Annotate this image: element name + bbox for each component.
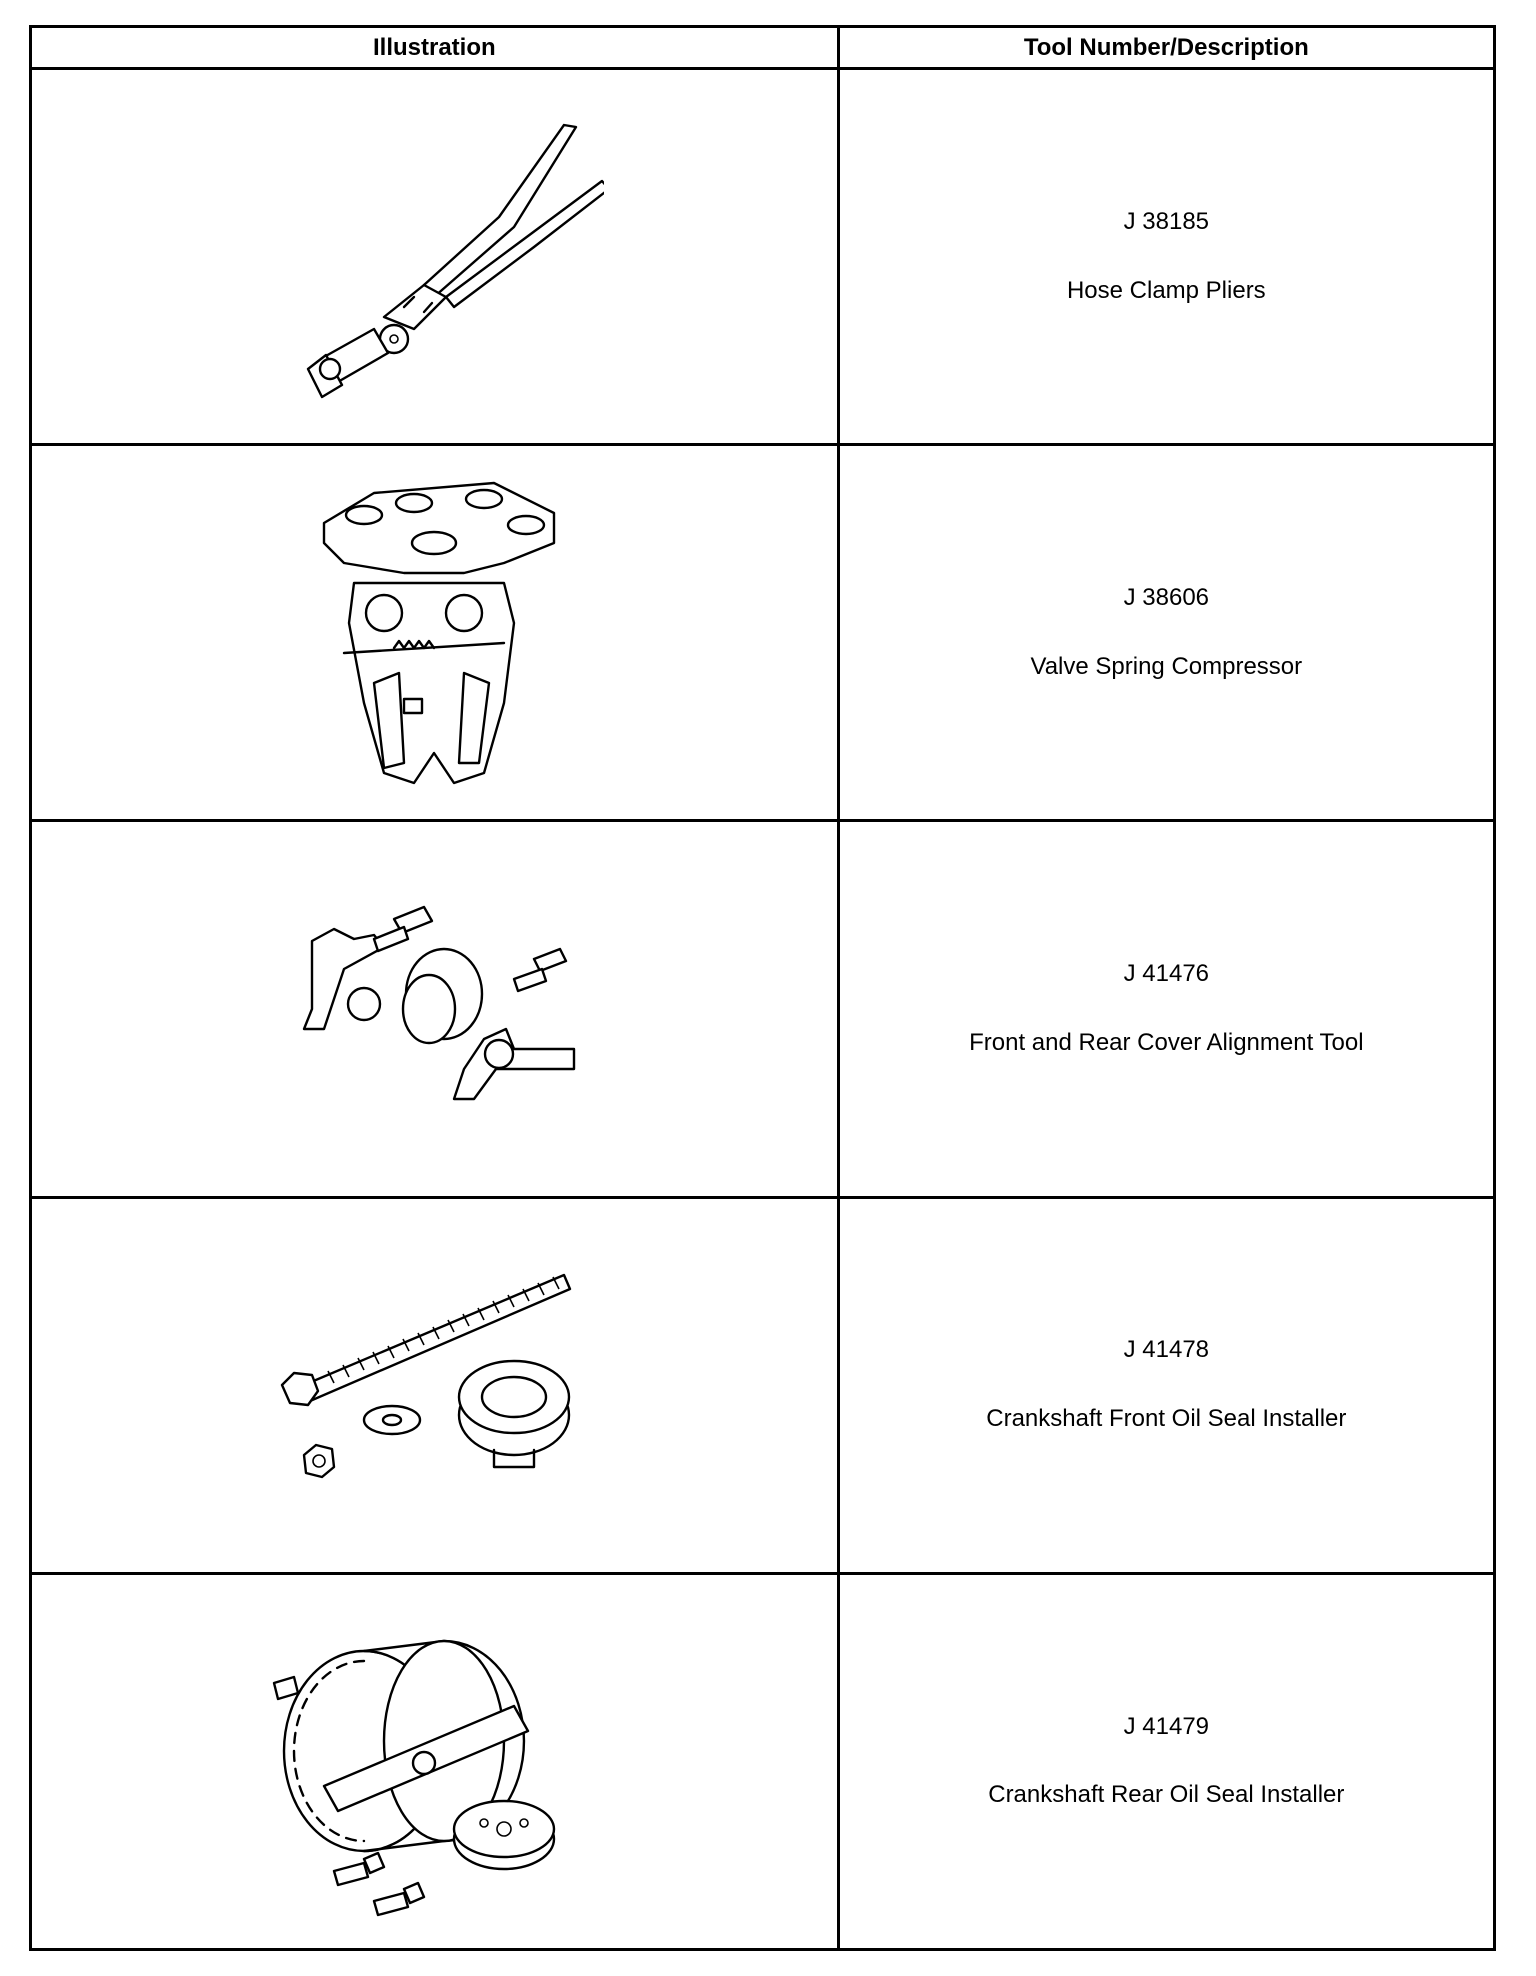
tool-number: J 41479 (1123, 1712, 1210, 1740)
illustration-cell (31, 445, 839, 821)
description-cell (838, 69, 1494, 445)
rear-oil-seal-installer-icon (264, 1601, 604, 1921)
special-tools-table (29, 25, 1496, 1951)
tool-name: Front and Rear Cover Alignment Tool (969, 1028, 1364, 1056)
tool-name: Valve Spring Compressor (1030, 652, 1303, 680)
table-row (31, 69, 1495, 445)
illustration-cell (31, 1197, 839, 1573)
illustration-cell (31, 69, 839, 445)
tool-number: J 38606 (1123, 583, 1210, 611)
hose-clamp-pliers-icon (264, 107, 604, 407)
description-cell (838, 821, 1494, 1197)
description-cell (838, 445, 1494, 821)
header-row (31, 27, 1495, 69)
illustration-cell (31, 1573, 839, 1949)
tool-number: J 41476 (1123, 960, 1210, 988)
header-illustration: Illustration (31, 27, 839, 69)
table-row (31, 1197, 1495, 1573)
front-oil-seal-installer-icon (264, 1255, 604, 1515)
tool-number: J 38185 (1123, 207, 1210, 235)
table-row (31, 821, 1495, 1197)
table-row (31, 445, 1495, 821)
tool-number: J 41478 (1123, 1336, 1210, 1364)
table-row (31, 1573, 1495, 1949)
description-cell (838, 1197, 1494, 1573)
tool-name: Hose Clamp Pliers (1066, 276, 1266, 304)
illustration-cell (31, 821, 839, 1197)
header-tool-description: Tool Number/Description (838, 27, 1494, 69)
tool-name: Crankshaft Rear Oil Seal Installer (988, 1781, 1345, 1809)
cover-alignment-tool-icon (274, 899, 594, 1119)
valve-spring-compressor-icon (304, 463, 564, 803)
tool-name: Crankshaft Front Oil Seal Installer (986, 1405, 1347, 1433)
description-cell (838, 1573, 1494, 1949)
